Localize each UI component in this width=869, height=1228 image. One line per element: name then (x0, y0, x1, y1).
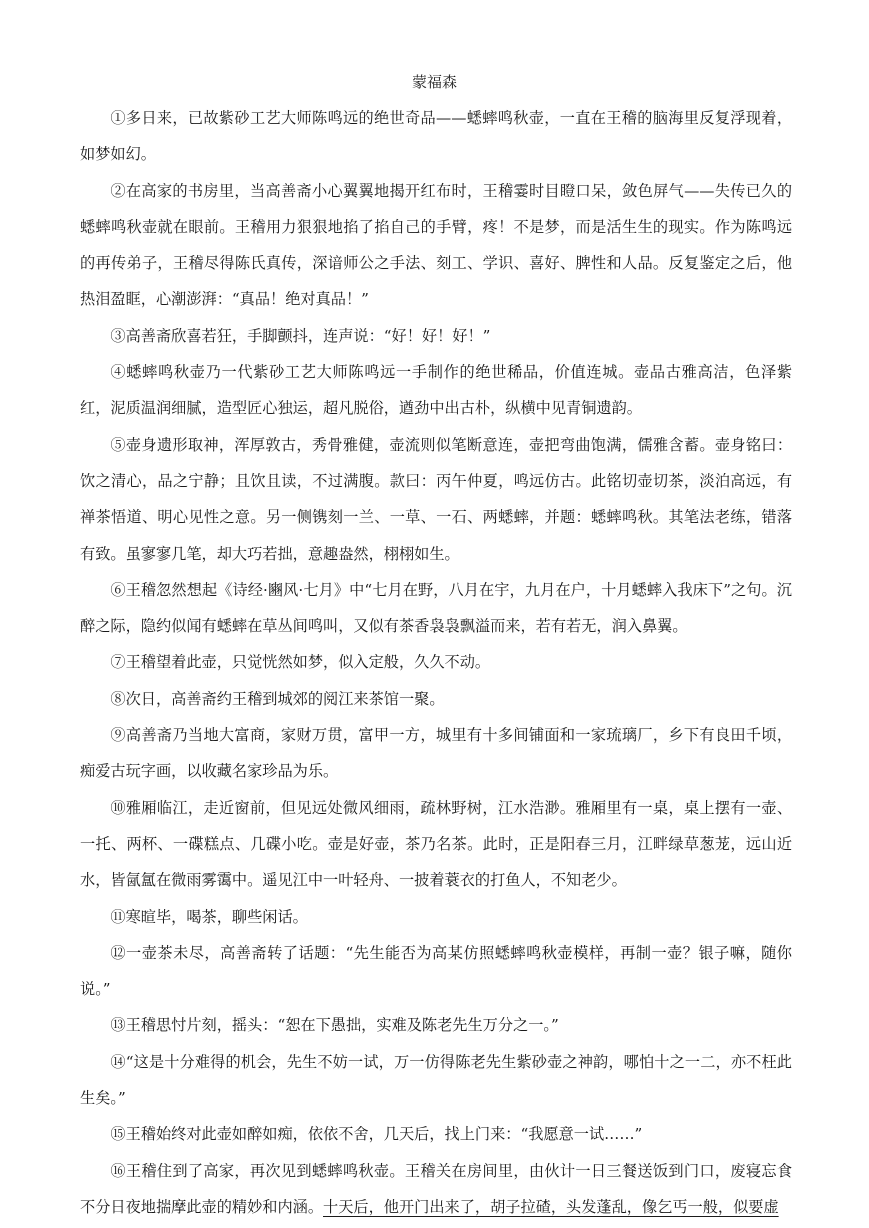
paragraph-3: ③高善斋欣喜若狂，手脚颤抖，连声说：“好！好！好！” (110, 326, 491, 345)
paragraph-14: ⑭“这是十分难得的机会，先生不妨一试，万一仿得陈老先生紫砂壶之神韵，哪怕十之一二，亦不枉此生矣。” (80, 1052, 792, 1108)
paragraph-13: ⑬王稽思忖片刻，摇头：“恕在下愚拙，实难及陈老先生万分之一。” (110, 1016, 559, 1035)
paragraph-16-text: ⑯王稽住到了高家，再次见到蟋蟀鸣秋壶。王稽关在房间里，由伙计一日三餐送饭到门口，废寝忘食不分日夜地揣摩此壶的精妙和内涵。 (80, 1161, 792, 1216)
paragraph-7: ⑦王稽望着此壶，只觉恍然如梦，似入定般，久久不动。 (110, 653, 491, 672)
story-body (80, 100, 792, 1225)
paragraph-16 (80, 1153, 792, 1226)
paragraph-1: ①多日来，已故紫砂工艺大师陈鸣远的绝世奇品——蟋蟀鸣秋壶，一直在王稽的脑海里反复浮现着，如梦如幻。 (80, 109, 792, 164)
paragraph-4: ④蟋蟀鸣秋壶乃一代紫砂工艺大师陈鸣远一手制作的绝世稀品，价值连城。壶品古雅高洁，色泽紫红，泥质温润细腻，造型匠心独运，超凡脱俗，遒劲中出古朴，纵横中见青铜遗韵。 (80, 363, 792, 418)
underlined-passage: 十天后，他开门出来了，胡子拉碴，头发蓬乱，像乞丐一般，似要虚 (323, 1197, 779, 1216)
paragraph-2: ②在高家的书房里，当高善斋小心翼翼地揭开红布时，王稽霎时目瞪口呆，敛色屏气——失传已久的蟋蟀鸣秋壶就在眼前。王稽用力狠狠地掐了掐自己的手臂，疼！不是梦，而是活生生的现实。作为陈鸣远的再传弟子，王稽尽得陈氏真传，深谙师公之手法、刻工、学识、喜好、脾性和人品。反复鉴定之后，他热泪盈眶，心潮澎湃：“真品！绝对真品！” (80, 181, 792, 309)
paragraph-12: ⑫一壶茶未尽，高善斋转了话题：“先生能否为高某仿照蟋蟀鸣秋壶模样，再制一壶？银子嘛，随你说。” (80, 943, 792, 999)
paragraph-15: ⑮王稽始终对此壶如醉如痴，依依不舍，几天后，找上门来：“我愿意一试……” (110, 1125, 643, 1144)
paragraph-9: ⑨高善斋乃当地大富商，家财万贯，富甲一方，城里有十多间铺面和一家琉璃厂，乡下有良田千顷，痴爱古玩字画，以收藏名家珍品为乐。 (80, 726, 792, 781)
paragraph-6: ⑥王稽忽然想起《诗经·豳风·七月》中“七月在野，八月在宇，九月在户，十月蟋蟀入我床下”之句。沉醉之际，隐约似闻有蟋蟀在草丛间鸣叫，又似有茶香袅袅飘溢而来，若有若无，润入鼻翼。 (80, 580, 792, 636)
paragraph-5: ⑤壶身遗形取神，浑厚敦古，秀骨雅健，壶流则似笔断意连，壶把弯曲饱满，儒雅含蓄。壶身铭曰：饮之清心，品之宁静；且饮且读，不过满腹。款曰：丙午仲夏，鸣远仿古。此铭切壶切茶，淡泊高远，有禅茶悟道、明心见性之意。另一侧镌刻一兰、一草、一石、两蟋蟀，并题：蟋蟀鸣秋。其笔法老练，错落有致。虽寥寥几笔，却大巧若拙，意趣盎然，栩栩如生。 (80, 435, 792, 563)
paragraph-8: ⑧次日，高善斋约王稽到城郊的阅江来茶馆一聚。 (110, 689, 445, 708)
paragraph-11: ⑪寒暄毕，喝茶，聊些闲话。 (110, 907, 308, 926)
paragraph-10: ⑩雅厢临江，走近窗前，但见远处微风细雨，疏林野树，江水浩渺。雅厢里有一桌，桌上摆有一壶、一托、两杯、一碟糕点、几碟小吃。壶是好壶，茶乃名茶。此时，正是阳春三月，江畔绿草葱茏，远山近水，皆氤氲在微雨雾霭中。遥见江中一叶轻舟、一披着蓑衣的打鱼人，不知老少。 (80, 798, 792, 890)
story-title: 蒙福森 (411, 73, 457, 91)
